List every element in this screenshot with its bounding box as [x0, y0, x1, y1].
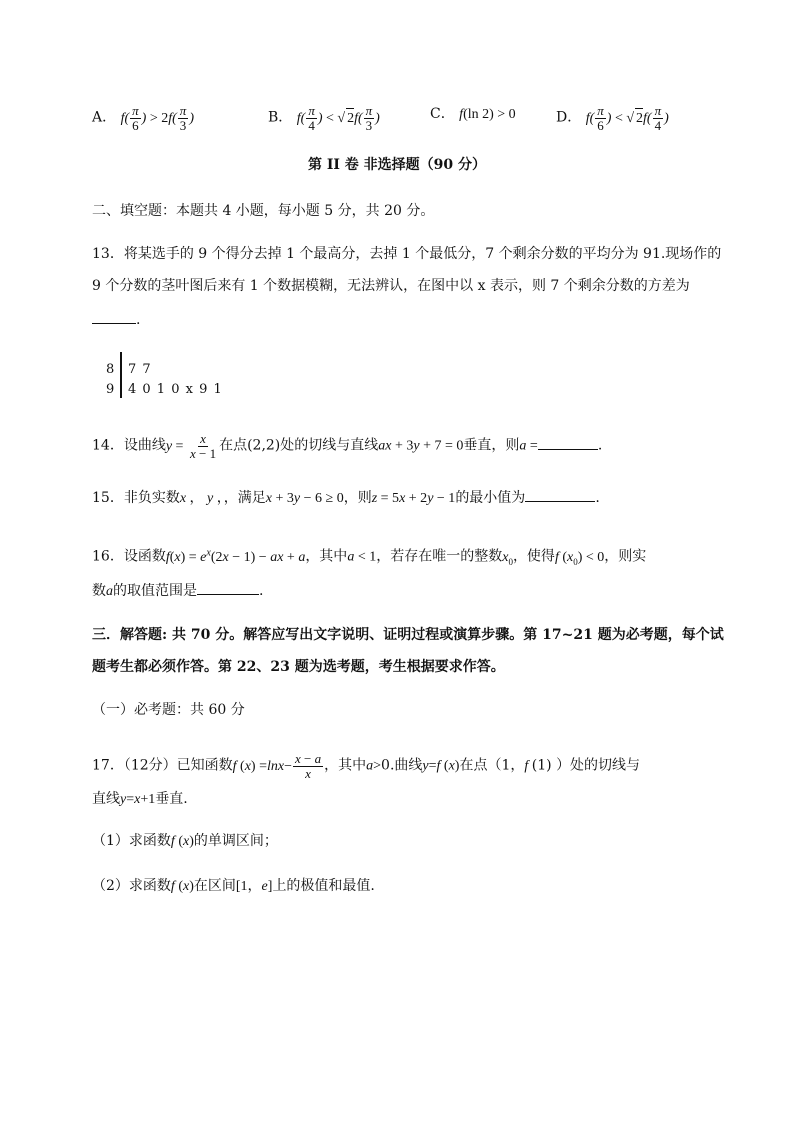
- stem-row-8: [106, 360, 114, 380]
- q15-prefix: 15．非负实数: [92, 490, 180, 506]
- q14-mid3: 垂直，则: [463, 437, 520, 454]
- q16-answer-blank[interactable]: [197, 580, 259, 595]
- q16-line1: [92, 543, 646, 571]
- solve-section-line1: 三．解答题: 共 70 分。解答应写出文字说明、证明过程或演算步骤。第 17~21 题为必考题，每个试: [92, 627, 724, 643]
- option-d-formula: f( $\frac{\pi}{6}$ ) < √ 2f( $\frac{\pi}{4}$ ): [585, 103, 669, 133]
- q14-period: .: [597, 437, 603, 454]
- q17-curve: y=f (x): [422, 758, 460, 774]
- q15-answer-blank[interactable]: [525, 487, 595, 502]
- q13-line1: 13．将某选手的 9 个得分去掉 1 个最高分，去掉 1 个最低分，7 个剩余分数的平均分为 91.现场作的: [92, 246, 722, 262]
- solve-section-line2: 题考生都必须作答。第 22、23 题为选考题，考生根据要求作答。: [92, 659, 505, 675]
- leaf-row-8: 7 7: [128, 362, 152, 377]
- q16-line2: [92, 580, 263, 602]
- q17-part2-prefix: （2）求函数: [92, 878, 171, 894]
- q14-prefix: 14．设曲线: [92, 437, 166, 454]
- q17-prefix: 17．（12分）已知函数: [92, 757, 233, 774]
- q17-part2-end: 上的极值和最值.: [272, 878, 375, 894]
- q14-line-eq: ax + 3y + 7 = 0: [378, 438, 464, 454]
- q16-mid3: ，使得: [512, 548, 555, 565]
- stem-value: 8: [106, 362, 115, 377]
- q16-period: .: [259, 583, 264, 599]
- leaf-row-9: 4 0 1 0 x 9 1: [128, 382, 223, 397]
- q17-part1: [92, 831, 278, 852]
- required-heading: （一）必考题：共 60 分: [92, 702, 245, 718]
- option-d: [556, 104, 669, 133]
- options-row: [92, 104, 194, 133]
- option-a-formula: f( $\frac{\pi}{6}$ ) > 2f( $\frac{\pi}{3}$ ): [120, 103, 194, 133]
- q16-x0: $x_0$: [502, 549, 513, 567]
- q16-ineq: f $(x_0) < 0$: [554, 549, 605, 567]
- q15: [92, 487, 600, 509]
- q15-constraint: x + 3y − 6 ≥ 0: [265, 491, 344, 506]
- option-c-formula: f(ln 2) > 0: [459, 107, 516, 122]
- q16-line2-mid: 的取值范围是: [113, 583, 197, 599]
- q17-interval: [1，e]: [235, 879, 273, 894]
- q14-mid2: 处的切线与直线: [280, 437, 379, 454]
- q17-part2: [92, 876, 375, 897]
- q17-line2-end: 垂直.: [155, 791, 188, 807]
- q14-curve: y = $\frac{x}{x - 1}$: [165, 431, 217, 461]
- q15-mid: ，满足: [223, 490, 266, 506]
- q15-mid2: ，则: [343, 490, 372, 506]
- q17-part2-f: f (x): [170, 879, 194, 894]
- q16-function: $f(x) = e^x(2x - 1)$ − ax + a: [165, 547, 306, 565]
- option-a-label: A．: [92, 109, 117, 126]
- q16-mid2: ，若存在唯一的整数: [376, 548, 503, 565]
- stem-row-9: [106, 380, 114, 400]
- q16-prefix: 16．设函数: [92, 548, 166, 565]
- q14: [92, 432, 602, 461]
- q17-mid2: 0.曲线: [381, 757, 423, 774]
- q13-line3: [92, 309, 140, 330]
- q13-answer-blank[interactable]: [92, 309, 136, 324]
- q16-mid: ，其中: [305, 548, 348, 565]
- option-d-label: D．: [556, 109, 582, 126]
- q14-answer-blank[interactable]: [538, 435, 598, 450]
- option-b-formula: f( $\frac{\pi}{4}$ ) < √ 2f( $\frac{\pi}{3}$ ): [296, 103, 380, 133]
- q15-period: .: [595, 490, 600, 506]
- option-b-label: B．: [268, 109, 293, 126]
- q17-a-gt: a>: [366, 758, 382, 774]
- q15-vars: x ， y ，: [179, 491, 224, 506]
- q13-period: .: [136, 312, 141, 328]
- section-2-title: 第 II 卷 非选择题（90 分）: [307, 157, 487, 173]
- q14-mid: 在点: [219, 437, 248, 454]
- q16-mid4: ，则实: [604, 548, 647, 565]
- q17-part1-prefix: （1）求函数: [92, 833, 171, 849]
- q17-function: f (x) =lnx− $\frac{x - a}{x}$: [232, 751, 322, 781]
- q17-f: f: [524, 758, 532, 774]
- q17-line2: [92, 789, 188, 810]
- q17-mid: ，其中: [324, 757, 367, 774]
- option-b: [268, 104, 380, 133]
- option-c: [430, 104, 516, 125]
- q17-line2-prefix: 直线: [92, 791, 120, 807]
- q15-mid3: 的最小值为: [455, 490, 526, 506]
- q13-line2: 9 个分数的茎叶图后来有 1 个数据模糊，无法辨认，在图中以 x 表示，则 7 个剩余分数的方差为: [92, 278, 690, 294]
- option-c-label: C．: [430, 106, 455, 122]
- q14-a: a =: [519, 438, 538, 454]
- q16-cond: a < 1: [347, 549, 377, 565]
- stem-value: 9: [106, 382, 115, 397]
- stem-leaf-divider: [120, 352, 122, 398]
- q17-part1-end: 的单调区间；: [193, 833, 278, 849]
- q17-mid3: 在点（1，: [459, 757, 525, 774]
- q15-objective: z = 5x + 2y − 1: [371, 491, 456, 506]
- q17-part2-mid: 在区间: [193, 878, 236, 894]
- q17-line1: [92, 752, 640, 781]
- q17-line-eq: y=x+1: [120, 792, 156, 807]
- q17-mid4: (1) ）处的切线与: [531, 757, 641, 774]
- fill-section-heading: 二、填空题：本题共 4 小题，每小题 5 分，共 20 分。: [92, 203, 435, 219]
- q14-point: (2,2): [247, 437, 281, 454]
- q16-a: a: [106, 584, 113, 599]
- q17-part1-f: f (x): [170, 834, 194, 849]
- q16-line2-prefix: 数: [92, 583, 106, 599]
